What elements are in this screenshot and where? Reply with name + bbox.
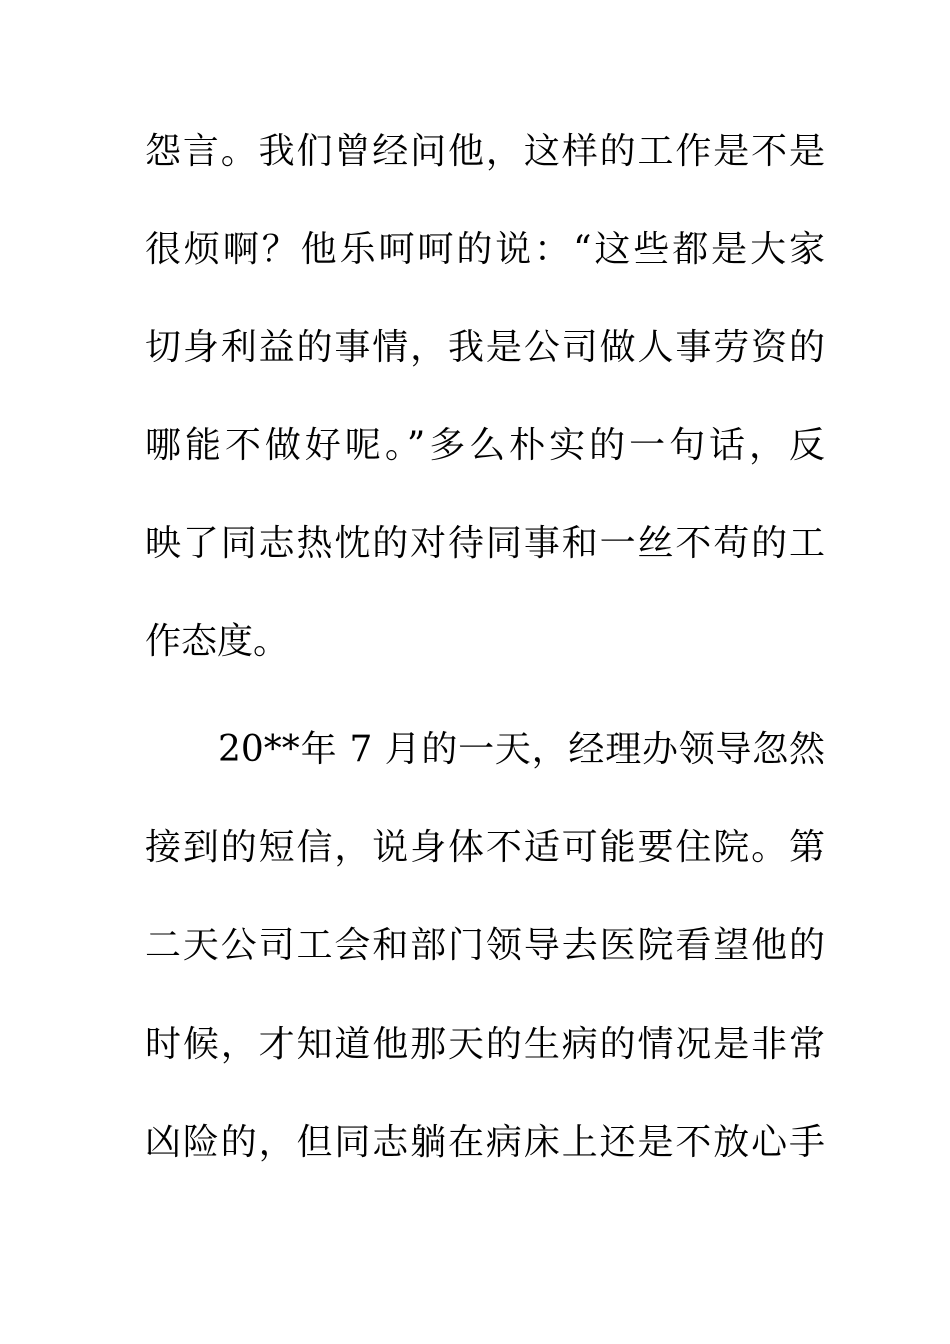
text-line: 凶险的，但同志躺在病床上还是不放心手 (145, 1122, 825, 1163)
text-line: 怨言。我们曾经问他，这样的工作是不是 (145, 131, 825, 172)
paragraph-first-line: 20**年 7 月的一天，经理办领导忽然 (218, 729, 825, 770)
text-line: 映了同志热忱的对待同事和一丝不苟的工 (145, 523, 825, 564)
text-line: 时候，才知道他那天的生病的情况是非常 (145, 1024, 825, 1065)
text-line: 哪能不做好呢。”多么朴实的一句话，反 (145, 425, 825, 466)
text-line: 作态度。 (145, 621, 290, 662)
text-line: 二天公司工会和部门领导去医院看望他的 (145, 925, 825, 966)
text-line: 很烦啊？他乐呵呵的说：“这些都是大家 (145, 229, 825, 270)
text-line: 接到的短信，说身体不适可能要住院。第 (145, 827, 825, 868)
text-line: 切身利益的事情，我是公司做人事劳资的 (145, 327, 825, 368)
